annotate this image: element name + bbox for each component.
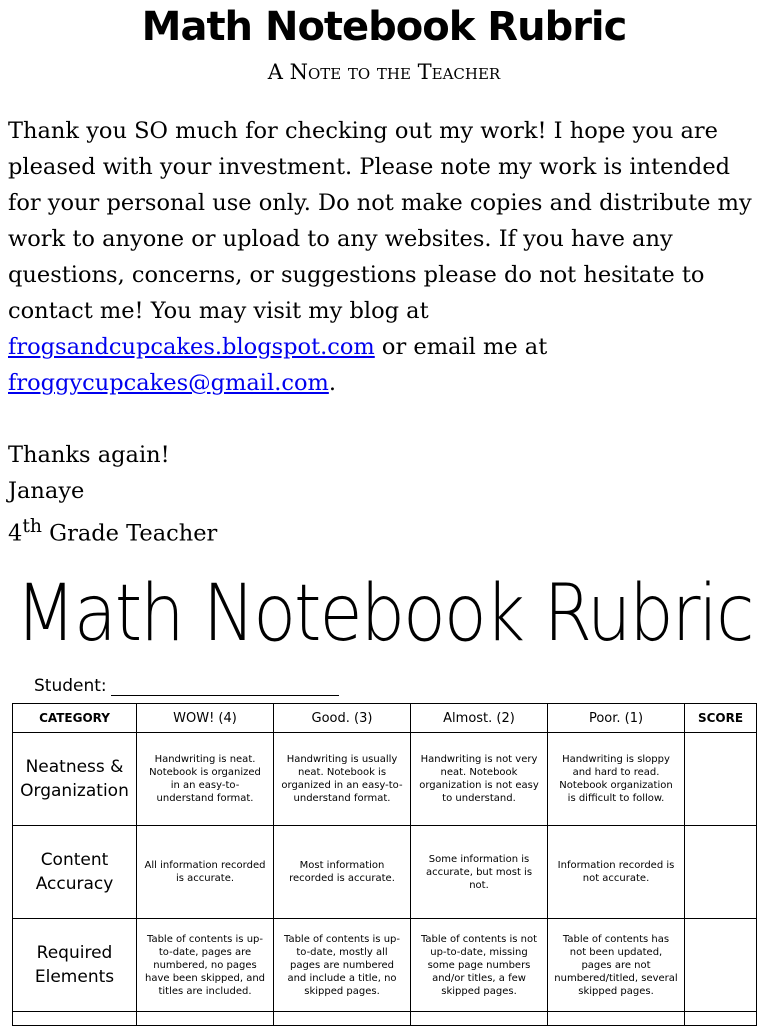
- empty-cell: [685, 1012, 757, 1026]
- wow-cell: Table of contents is up-to-date, pages are numbered, no pages have been skipped, and titles are included.: [137, 919, 274, 1012]
- note-text-end: .: [328, 370, 336, 396]
- good-cell: Table of contents is up-to-date, mostly all pages are numbered and include a title, no skipped pages.: [274, 919, 411, 1012]
- score-cell[interactable]: [685, 733, 757, 826]
- grade-suffix: th: [22, 516, 42, 537]
- score-cell[interactable]: [685, 826, 757, 919]
- grade-number: 4: [8, 520, 23, 547]
- header-score: SCORE: [685, 704, 757, 733]
- table-row: [13, 919, 757, 1012]
- rubric-title: Math Notebook Rubric: [15, 567, 753, 659]
- note-text: Thank you SO much for checking out my work! I hope you are pleased with your investment. Please note my work is intended for your personal use only. Do not make copies and distribute my work to anyone or upload to any websites. If you have any questions, concerns, or suggestions please do not hesitate to contact me! You may visit my blog at: [8, 118, 752, 324]
- rubric-table: [12, 703, 757, 1026]
- poor-cell: Information recorded is not accurate.: [548, 826, 685, 919]
- table-row: [13, 733, 757, 826]
- category-cell: Neatness & Organization: [13, 733, 137, 826]
- empty-cell: [137, 1012, 274, 1026]
- poor-cell: Handwriting is sloppy and hard to read. Notebook organization is difficult to follow.: [548, 733, 685, 826]
- student-label: Student:: [34, 676, 107, 696]
- note-paragraph: [8, 113, 763, 401]
- score-cell[interactable]: [685, 919, 757, 1012]
- good-cell: Handwriting is usually neat. Notebook is organized in an easy-to-understand format.: [274, 733, 411, 826]
- page-title: Math Notebook Rubric: [141, 4, 627, 50]
- teacher-note: [8, 113, 763, 552]
- wow-cell: All information recorded is accurate.: [137, 826, 274, 919]
- table-row-partial: [13, 1012, 757, 1026]
- page-subtitle: A Note to the Teacher: [267, 60, 501, 84]
- author-role: [8, 509, 763, 552]
- header-poor: Poor. (1): [548, 704, 685, 733]
- grade-rest: Grade Teacher: [41, 520, 218, 547]
- thanks-line: Thanks again!: [8, 442, 170, 468]
- category-cell: Required Elements: [13, 919, 137, 1012]
- poor-cell: Table of contents has not been updated, pages are not numbered/titled, several skipped pages.: [548, 919, 685, 1012]
- wow-cell: Handwriting is neat. Notebook is organized in an easy-to-understand format.: [137, 733, 274, 826]
- author-name: Janaye: [8, 478, 85, 504]
- header-wow: WOW! (4): [137, 704, 274, 733]
- student-name-line[interactable]: [111, 677, 339, 696]
- header-good: Good. (3): [274, 704, 411, 733]
- student-field: [34, 676, 339, 696]
- header-almost: Almost. (2): [411, 704, 548, 733]
- note-text-between: or email me at: [374, 334, 548, 360]
- empty-cell: [274, 1012, 411, 1026]
- almost-cell: Handwriting is not very neat. Notebook organization is not easy to understand.: [411, 733, 548, 826]
- empty-cell: [411, 1012, 548, 1026]
- table-row: [13, 826, 757, 919]
- empty-cell: [13, 1012, 137, 1026]
- email-link[interactable]: froggycupcakes@gmail.com: [8, 370, 329, 396]
- good-cell: Most information recorded is accurate.: [274, 826, 411, 919]
- rubric-header-row: [13, 704, 757, 733]
- almost-cell: Some information is accurate, but most is not.: [411, 826, 548, 919]
- blog-link[interactable]: frogsandcupcakes.blogspot.com: [8, 334, 375, 360]
- empty-cell: [548, 1012, 685, 1026]
- almost-cell: Table of contents is not up-to-date, missing some page numbers and/or titles, a few skipped pages.: [411, 919, 548, 1012]
- category-cell: Content Accuracy: [13, 826, 137, 919]
- header-category: CATEGORY: [13, 704, 137, 733]
